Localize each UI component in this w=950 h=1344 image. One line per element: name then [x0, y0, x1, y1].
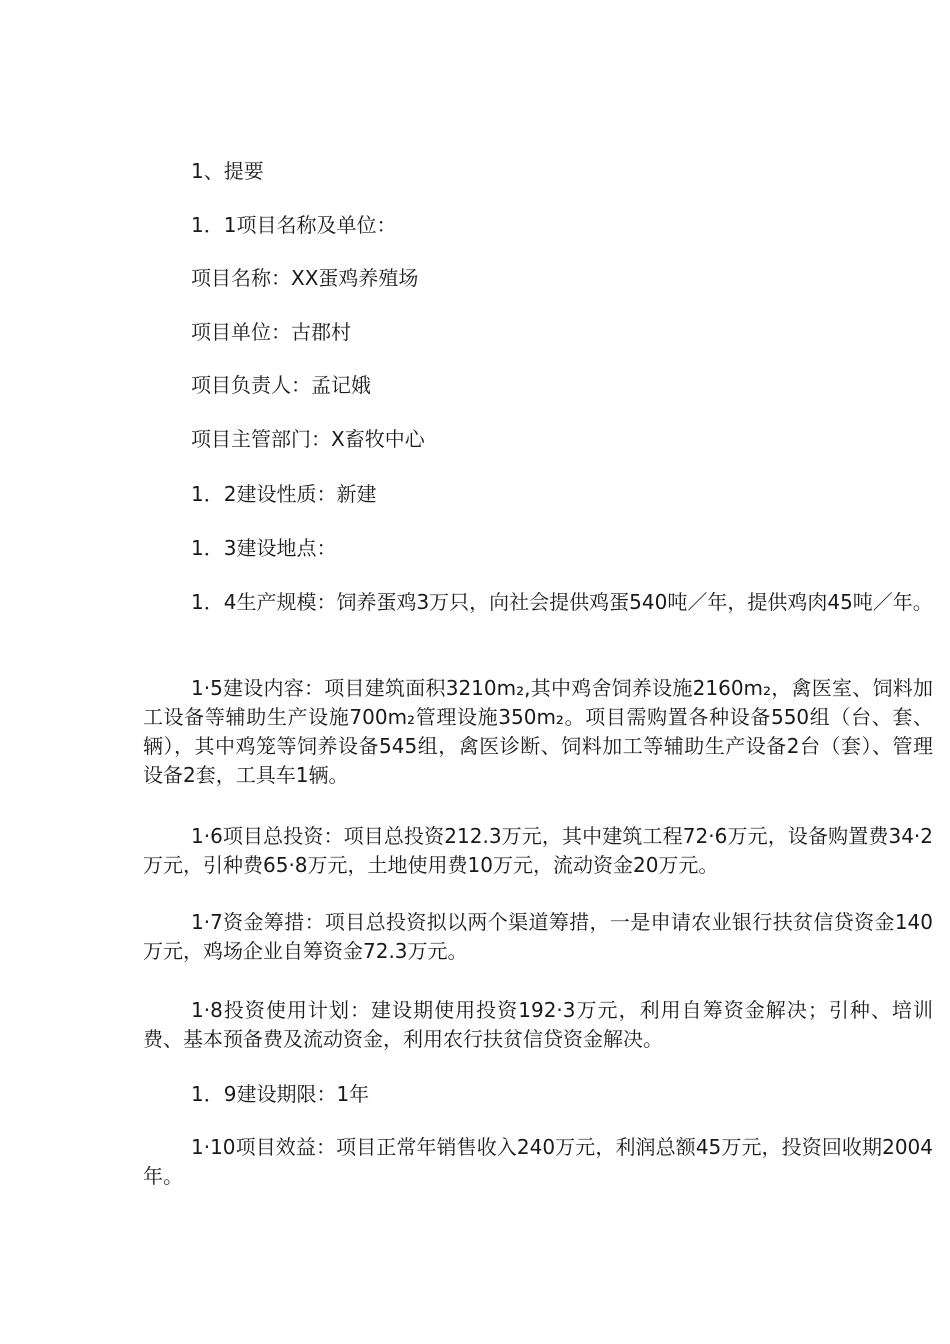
construction-nature-line: 1．2建设性质：新建: [191, 482, 377, 506]
section-heading: 1、提要: [191, 159, 264, 183]
production-scale-paragraph: 1．4生产规模：饲养蛋鸡3万只，向社会提供鸡蛋540吨／年，提供鸡肉45吨／年。: [191, 590, 933, 614]
investment-plan-paragraph: 1·8投资使用计划：建设期使用投资192·3万元，利用自筹资金解决；引种、培训费、基本预备费及流动资金，利用农行扶贫信贷资金解决。: [143, 998, 933, 1051]
project-benefit-paragraph: 1·10项目效益：项目正常年销售收入240万元，利润总额45万元，投资回收期2004年。: [143, 1135, 933, 1188]
project-leader-line: 项目负责人：孟记娥: [191, 373, 371, 397]
construction-content-paragraph: 1·5建设内容：项目建筑面积3210m₂,其中鸡舍饲养设施2160m₂，禽医室、饲料加工设备等辅助生产设施700m₂管理设施350m₂。项目需购置各种设备550组（台、套、辆），其中鸡笼等饲养设备545组，禽医诊断、饲料加工等辅助生产设备2台（套）、管理设备2套，工具车1辆。: [143, 676, 933, 787]
total-investment-paragraph: 1·6项目总投资：项目总投资212.3万元，其中建筑工程72·6万元，设备购置费34·2万元，引种费65·8万元，土地使用费10万元，流动资金20万元。: [143, 824, 933, 877]
project-department-line: 项目主管部门：X畜牧中心: [191, 427, 425, 451]
subsection-heading: 1．1项目名称及单位：: [191, 213, 397, 237]
construction-location-line: 1．3建设地点：: [191, 536, 337, 560]
fund-raising-paragraph: 1·7资金筹措：项目总投资拟以两个渠道筹措，一是申请农业银行扶贫信贷资金140万元，鸡场企业自筹资金72.3万元。: [143, 910, 933, 963]
project-name-line: 项目名称：XX蛋鸡养殖场: [191, 266, 419, 290]
project-unit-line: 项目单位：古郡村: [191, 320, 351, 344]
construction-period-line: 1．9建设期限：1年: [191, 1082, 370, 1106]
